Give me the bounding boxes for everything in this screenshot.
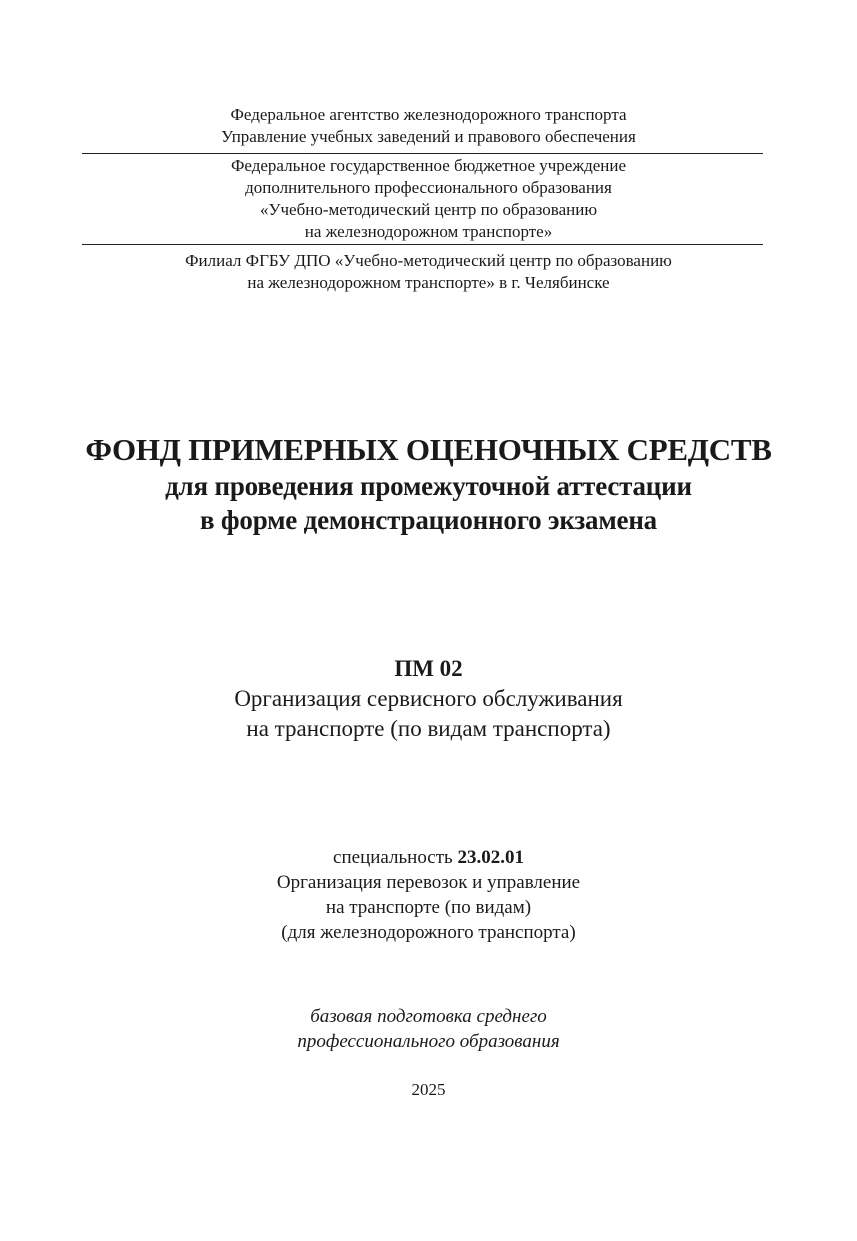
- title-sub-2: в форме демонстрационного экзамена: [200, 505, 657, 535]
- specialty-code: 23.02.01: [457, 847, 524, 868]
- module-block: [0, 654, 857, 744]
- header-divider-1: [82, 153, 763, 154]
- specialty-name-line-3: (для железнодорожного транспорта): [281, 922, 576, 943]
- title-main: ФОНД ПРИМЕРНЫХ ОЦЕНОЧНЫХ СРЕДСТВ: [85, 432, 772, 467]
- year: 2025: [411, 1080, 446, 1099]
- branch-line-1: Филиал ФГБУ ДПО «Учебно-методический центр по образованию: [185, 251, 672, 270]
- document-title: [0, 431, 857, 537]
- level-line-2: профессионального образования: [297, 1031, 560, 1052]
- module-name-line-2: на транспорте (по видам транспорта): [246, 716, 611, 741]
- agency-line-2: Управление учебных заведений и правового обеспечения: [221, 127, 636, 146]
- branch-line-2: на железнодорожном транспорте» в г. Челябинске: [247, 273, 610, 292]
- specialty-name-line-2: на транспорте (по видам): [325, 897, 532, 918]
- institution-block: [0, 155, 857, 243]
- specialty-label: специальность: [333, 847, 458, 868]
- specialty-heading: [0, 845, 857, 870]
- institution-line-1: Федеральное государственное бюджетное учреждение: [230, 156, 627, 175]
- level-line-1: базовая подготовка среднего: [310, 1006, 547, 1027]
- institution-line-4: на железнодорожном транспорте»: [304, 222, 553, 241]
- education-level: [0, 1004, 857, 1054]
- title-sub-1: для проведения промежуточной аттестации: [165, 471, 692, 501]
- specialty-name-line-1: Организация перевозок и управление: [276, 872, 581, 893]
- institution-line-2: дополнительного профессионального образования: [245, 178, 612, 197]
- module-code: ПМ 02: [394, 656, 463, 681]
- branch-block: [0, 250, 857, 294]
- agency-block: [0, 104, 857, 148]
- institution-line-3: «Учебно-методический центр по образованию: [259, 200, 598, 219]
- agency-line-1: Федеральное агентство железнодорожного транспорта: [230, 105, 627, 124]
- header-divider-2: [82, 244, 763, 245]
- module-name-line-1: Организация сервисного обслуживания: [234, 686, 623, 711]
- specialty-block: [0, 845, 857, 945]
